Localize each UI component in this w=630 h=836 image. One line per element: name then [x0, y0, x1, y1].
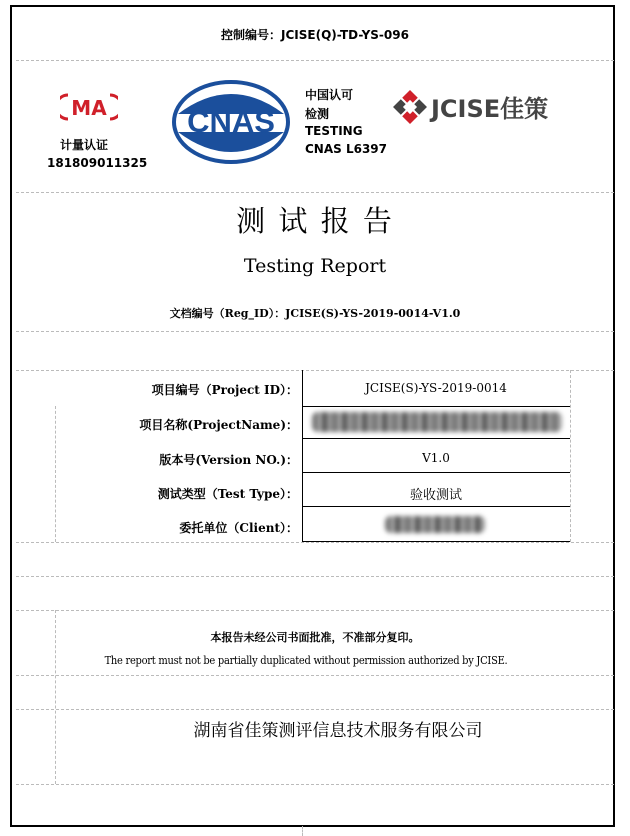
divider	[16, 542, 614, 543]
control-number: 控制编号：JCISE(Q)-TD-YS-096	[221, 28, 409, 42]
svg-text:MA: MA	[71, 96, 107, 120]
table-label-version: 版本号(Version NO.)：	[159, 453, 298, 467]
divider	[302, 826, 303, 836]
table-line	[302, 438, 570, 439]
document-id: 文档编号（Reg_ID）：JCISE(S)-YS-2019-0014-V1.0	[169, 307, 461, 320]
divider	[16, 784, 614, 785]
table-line	[302, 406, 570, 407]
notice-en: The report must not be partially duplicated without permission authorized by JCISE.	[104, 654, 508, 667]
divider	[16, 192, 614, 193]
redacted-client	[385, 516, 485, 533]
table-label-project-name: 项目名称(ProjectName)：	[139, 418, 298, 432]
cma-label: 计量认证	[60, 138, 109, 152]
divider	[16, 60, 614, 61]
cnas-logo	[172, 80, 290, 164]
title-en: Testing Report	[243, 255, 387, 277]
cma-number: 181809011325	[47, 156, 148, 170]
table-value-test-type: 验收测试	[409, 488, 462, 503]
divider	[16, 331, 614, 332]
cnas-line-2: 检测	[305, 107, 330, 121]
table-line	[302, 472, 570, 473]
table-label-project-id: 项目编号（Project ID）：	[151, 383, 298, 397]
table-line	[302, 541, 570, 542]
redacted-project-name	[312, 412, 562, 432]
jcise-logo-text: JCISE佳策	[431, 95, 549, 123]
divider	[16, 576, 614, 577]
table-line	[302, 506, 570, 507]
company-name: 湖南省佳策测评信息技术服务有限公司	[193, 721, 483, 741]
svg-text:CNAS: CNAS	[187, 104, 275, 139]
table-value-project-id: JCISE(S)-YS-2019-0014	[365, 381, 507, 395]
divider	[16, 675, 614, 676]
title-cn: 测 试 报 告	[236, 204, 394, 238]
divider	[16, 370, 614, 371]
cma-logo	[60, 92, 118, 122]
table-label-client: 委托单位（Client）：	[179, 521, 298, 535]
cnas-line-3: TESTING	[305, 124, 363, 138]
table-value-version: V1.0	[422, 451, 450, 465]
notice-cn: 本报告未经公司书面批准，不准部分复印。	[210, 631, 420, 644]
divider	[16, 709, 614, 710]
table-label-test-type: 测试类型（Test Type）：	[157, 487, 298, 501]
divider	[570, 370, 571, 542]
divider	[16, 610, 614, 611]
cnas-line-1: 中国认可	[305, 88, 354, 102]
cnas-line-4: CNAS L6397	[305, 142, 388, 156]
jcise-logo	[393, 90, 563, 124]
